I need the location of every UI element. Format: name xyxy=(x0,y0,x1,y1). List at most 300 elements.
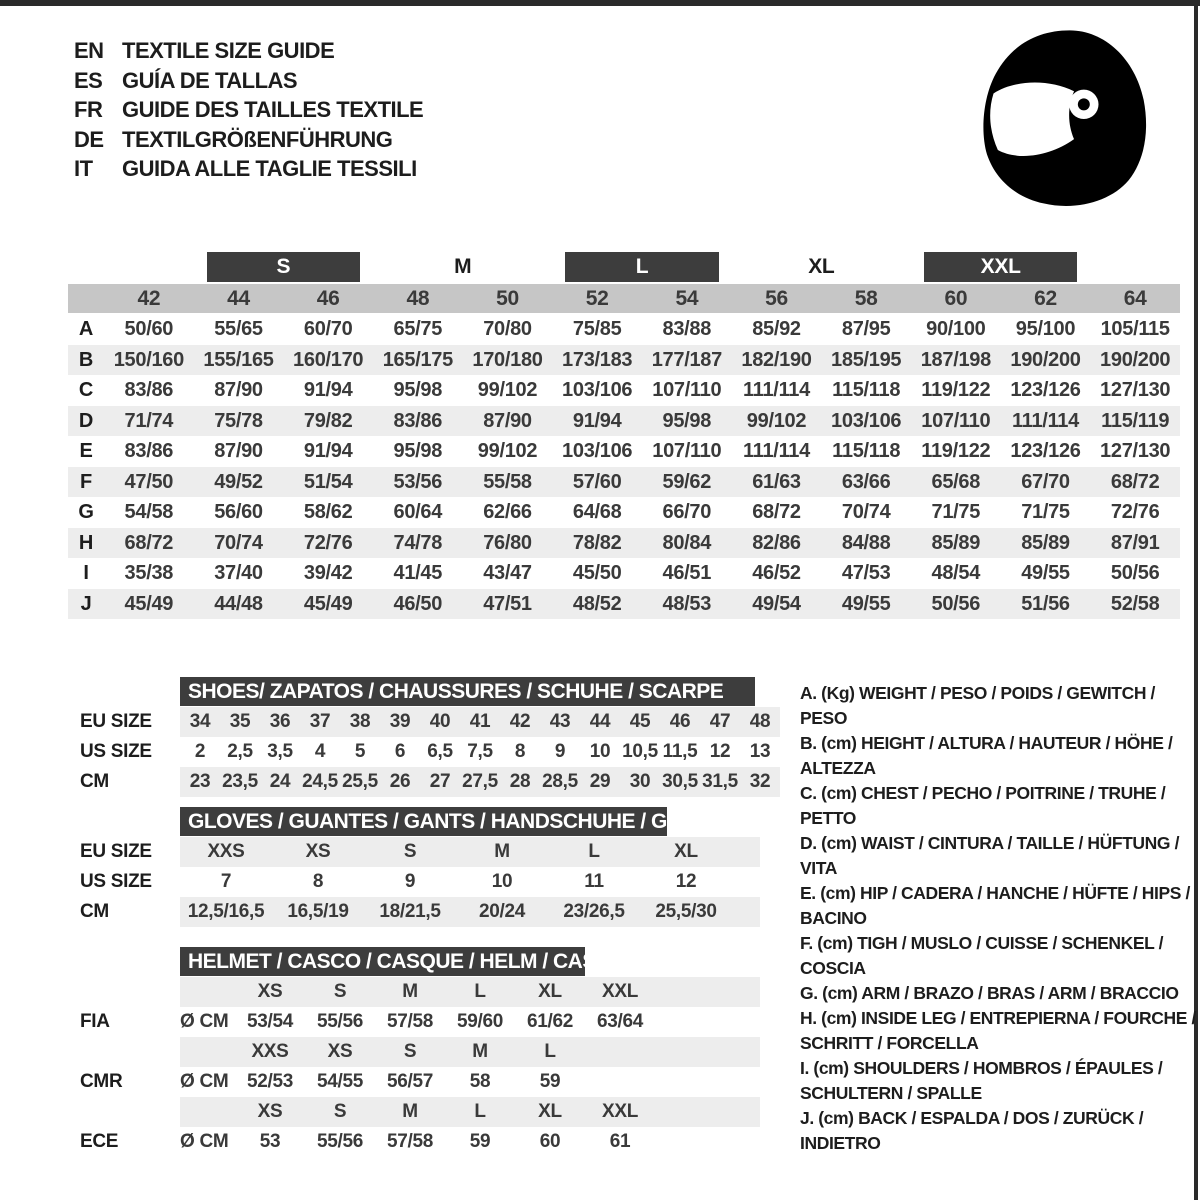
table-cell: 43/47 xyxy=(483,562,532,584)
table-cell: 65/75 xyxy=(393,318,443,340)
helmet-cell: 57/58 xyxy=(386,1131,434,1152)
language-code: EN xyxy=(74,38,104,63)
helmet-values-row xyxy=(80,1067,760,1097)
row-label: H xyxy=(78,531,94,554)
table-row xyxy=(68,375,1180,406)
shoes-table xyxy=(80,707,780,797)
gloves-section-title: GLOVES / GUANTES / GANTS / HANDSCHUHE / GUANTI xyxy=(180,807,667,836)
column-header: 48 xyxy=(406,287,430,310)
language-code: FR xyxy=(74,97,103,122)
language-title: GUÍA DE TALLAS xyxy=(122,67,298,93)
table-cell: 50/56 xyxy=(1110,562,1160,584)
gloves-row-label: CM xyxy=(80,901,109,922)
helmet-cell: 63/64 xyxy=(596,1011,644,1032)
table-cell: 55/58 xyxy=(483,470,532,493)
shoes-section-title: SHOES/ ZAPATOS / CHAUSSURES / SCHUHE / SCARPE xyxy=(180,677,755,706)
shoes-cell: 30,5 xyxy=(662,771,698,792)
row-label: F xyxy=(80,470,92,493)
row-label: A xyxy=(78,318,94,340)
legend-item: F. (cm) TIGH / MUSLO / CUISSE / SCHENKEL / COSCIA xyxy=(800,933,1164,978)
table-cell: 107/110 xyxy=(652,440,722,462)
helmet-values-row xyxy=(80,1007,760,1037)
helmet-standard xyxy=(80,1037,760,1097)
gloves-cell: 16,5/19 xyxy=(287,901,349,922)
helmet-size-header: XS xyxy=(327,1041,353,1062)
shoes-row xyxy=(80,767,780,797)
table-cell: 182/190 xyxy=(741,348,812,371)
row-label: D xyxy=(78,409,94,432)
language-row xyxy=(74,154,423,184)
row-label: I xyxy=(83,562,89,584)
helmet-size-header: L xyxy=(474,1101,486,1122)
top-border xyxy=(0,0,1200,6)
table-cell: 83/86 xyxy=(124,440,174,462)
helmet-size-header: XXS xyxy=(251,1041,289,1062)
gloves-cell: XL xyxy=(674,841,698,862)
table-cell: 105/115 xyxy=(1100,318,1170,340)
row-label: B xyxy=(78,348,94,371)
legend-item: J. (cm) BACK / ESPALDA / DOS / ZURÜCK / INDIETRO xyxy=(800,1108,1144,1153)
table-cell: 47/50 xyxy=(124,470,174,493)
table-cell: 52/58 xyxy=(1110,592,1160,615)
helmet-size-header: M xyxy=(472,1041,488,1062)
table-cell: 70/74 xyxy=(214,531,263,554)
helmet-unit-label: Ø CM xyxy=(180,1071,229,1092)
gloves-row-values xyxy=(180,897,760,927)
table-row xyxy=(68,497,1180,528)
size-label-row xyxy=(68,252,1180,282)
helmet-cell: 60 xyxy=(539,1131,561,1152)
gloves-cell: XS xyxy=(305,841,331,862)
shoes-cell: 36 xyxy=(269,711,291,732)
shoes-cell: 28 xyxy=(509,771,531,792)
language-title: GUIDE DES TAILLES TEXTILE xyxy=(122,97,424,122)
table-cell: 68/72 xyxy=(1110,470,1160,493)
table-cell: 80/84 xyxy=(662,531,712,554)
shoes-cell: 7,5 xyxy=(467,741,493,762)
helmet-standard xyxy=(80,1097,760,1157)
gloves-cell: 25,5/30 xyxy=(655,901,717,922)
table-cell: 49/54 xyxy=(752,592,801,615)
helmet-cell: 55/56 xyxy=(316,1011,364,1032)
shoes-cell: 40 xyxy=(429,711,451,732)
shoes-cell: 10 xyxy=(589,741,611,762)
column-header: 44 xyxy=(227,287,250,310)
shoes-cell: 39 xyxy=(389,711,411,732)
table-cell: 65/68 xyxy=(931,470,981,493)
shoes-cell: 24,5 xyxy=(302,771,338,792)
helmet-table xyxy=(80,977,760,1157)
shoes-cell: 12 xyxy=(709,741,731,762)
shoes-cell: 25,5 xyxy=(342,771,378,792)
table-cell: 60/70 xyxy=(303,318,353,340)
table-cell: 62/66 xyxy=(483,501,532,523)
table-cell: 170/180 xyxy=(472,348,543,371)
shoes-cell: 27 xyxy=(429,771,451,792)
shoes-cell: 45 xyxy=(629,711,651,732)
shoes-row-label: US SIZE xyxy=(80,741,152,762)
language-row xyxy=(74,95,423,125)
helmet-size-spacer xyxy=(180,977,235,1007)
language-row xyxy=(74,125,423,155)
helmet-cell: 54/55 xyxy=(316,1071,364,1092)
gloves-cell: 11 xyxy=(584,871,604,892)
shoes-cell: 9 xyxy=(554,741,566,762)
table-cell: 103/106 xyxy=(562,440,633,462)
table-cell: 49/55 xyxy=(1021,562,1070,584)
shoes-cell: 5 xyxy=(354,741,366,762)
helmet-size-header: S xyxy=(333,981,347,1002)
gloves-cell: 18/21,5 xyxy=(379,901,441,922)
table-cell: 83/88 xyxy=(662,318,712,340)
gloves-row xyxy=(80,897,760,927)
column-header: 58 xyxy=(854,287,878,310)
helmet-unit-label: Ø CM xyxy=(180,1131,229,1152)
table-cell: 119/122 xyxy=(921,379,991,401)
column-header-row xyxy=(68,284,1180,313)
helmet-standard-label: CMR xyxy=(80,1071,123,1092)
table-cell: 90/100 xyxy=(926,318,986,340)
table-row xyxy=(68,345,1180,376)
table-cell: 59/62 xyxy=(662,470,712,493)
helmet-cell: 61/62 xyxy=(526,1011,574,1032)
table-cell: 51/54 xyxy=(303,470,353,493)
table-cell: 111/114 xyxy=(743,440,810,462)
legend-item: I. (cm) SHOULDERS / HOMBROS / ÉPAULES / SCHULTERN / SPALLE xyxy=(800,1058,1163,1103)
language-code: ES xyxy=(74,67,103,93)
gloves-cell: 10 xyxy=(491,871,513,892)
shoes-cell: 8 xyxy=(514,741,526,762)
shoes-cell: 38 xyxy=(349,711,371,732)
table-cell: 71/75 xyxy=(1021,501,1070,523)
table-cell: 150/160 xyxy=(113,348,184,371)
table-cell: 87/90 xyxy=(214,379,263,401)
table-cell: 103/106 xyxy=(562,379,633,401)
gloves-cell: 8 xyxy=(312,871,324,892)
helmet-cell: 55/56 xyxy=(316,1131,364,1152)
shoes-cell: 27,5 xyxy=(462,771,498,792)
table-cell: 53/56 xyxy=(393,470,443,493)
table-cell: 127/130 xyxy=(1100,440,1171,462)
shoes-cell: 4 xyxy=(314,741,326,762)
language-title: TEXTILGRÖßENFÜHRUNG xyxy=(122,126,393,152)
column-header: 46 xyxy=(316,287,340,310)
measurement-legend xyxy=(800,681,1200,1156)
table-cell: 54/58 xyxy=(124,501,174,523)
table-cell: 64/68 xyxy=(572,501,622,523)
table-cell: 58/62 xyxy=(303,501,353,523)
table-row xyxy=(68,558,1180,589)
gloves-cell: M xyxy=(494,841,510,862)
helmet-size-header: M xyxy=(402,1101,418,1122)
helmet-unit-label: Ø CM xyxy=(180,1011,229,1032)
table-cell: 39/42 xyxy=(303,562,353,584)
shoes-cell: 10,5 xyxy=(622,741,658,762)
table-cell: 95/100 xyxy=(1015,318,1076,340)
table-row xyxy=(68,436,1180,467)
helmet-section-title: HELMET / CASCO / CASQUE / HELM / CASCO xyxy=(180,947,585,976)
gloves-cell: 12,5/16,5 xyxy=(187,901,265,922)
helmet-size-header-row xyxy=(180,1037,760,1067)
helmet-size-header: S xyxy=(333,1101,347,1122)
table-cell: 41/45 xyxy=(393,562,443,584)
table-cell: 85/89 xyxy=(1021,531,1070,554)
table-cell: 87/91 xyxy=(1110,531,1160,554)
table-cell: 66/70 xyxy=(662,501,712,523)
table-cell: 85/89 xyxy=(931,531,981,554)
gloves-cell: 20/24 xyxy=(478,901,526,922)
column-header: 50 xyxy=(496,287,519,310)
table-cell: 87/90 xyxy=(214,440,263,462)
racing-helmet-icon xyxy=(975,26,1160,211)
shoes-row-values xyxy=(180,707,780,737)
size-label-xl: XL xyxy=(808,255,835,278)
table-cell: 56/60 xyxy=(214,501,263,523)
row-label: G xyxy=(78,501,94,523)
shoes-cell: 46 xyxy=(669,711,691,732)
table-row xyxy=(68,528,1180,559)
helmet-cell: 59 xyxy=(539,1071,561,1092)
shoes-cell: 31,5 xyxy=(702,771,738,792)
table-cell: 119/122 xyxy=(921,440,991,462)
shoes-cell: 32 xyxy=(749,771,771,792)
table-cell: 79/82 xyxy=(303,409,353,432)
helmet-size-header: XL xyxy=(538,1101,562,1122)
shoes-cell: 23 xyxy=(189,771,211,792)
gloves-cell: L xyxy=(588,841,600,862)
row-label: E xyxy=(79,440,93,462)
table-body xyxy=(68,314,1180,619)
helmet-cell: 52/53 xyxy=(246,1071,294,1092)
table-cell: 70/74 xyxy=(841,501,891,523)
language-title: GUIDA ALLE TAGLIE TESSILI xyxy=(122,156,417,181)
gloves-cell: 12 xyxy=(675,871,697,892)
table-cell: 76/80 xyxy=(483,531,532,554)
table-cell: 87/95 xyxy=(841,318,891,340)
shoes-cell: 6 xyxy=(394,741,406,762)
table-cell: 83/86 xyxy=(393,409,443,432)
helmet-size-header: L xyxy=(544,1041,556,1062)
size-label-m: M xyxy=(454,255,472,278)
legend-item: D. (cm) WAIST / CINTURA / TAILLE / HÜFTUNG / VITA xyxy=(800,833,1180,878)
table-cell: 91/94 xyxy=(572,409,622,432)
gloves-cell: XXS xyxy=(207,841,245,862)
table-cell: 99/102 xyxy=(477,379,538,401)
table-cell: 85/92 xyxy=(752,318,801,340)
shoes-cell: 35 xyxy=(229,711,251,732)
language-row xyxy=(74,36,423,66)
table-cell: 83/86 xyxy=(124,379,174,401)
shoes-cell: 13 xyxy=(749,741,771,762)
helmet-cell: 53/54 xyxy=(246,1011,294,1032)
corner-spacer xyxy=(68,284,104,313)
shoes-cell: 37 xyxy=(309,711,331,732)
gloves-table xyxy=(80,837,760,927)
table-cell: 123/126 xyxy=(1010,440,1081,462)
table-cell: 107/110 xyxy=(921,409,991,432)
table-cell: 72/76 xyxy=(303,531,353,554)
table-row xyxy=(68,589,1180,620)
shoes-cell: 29 xyxy=(589,771,611,792)
shoes-cell: 24 xyxy=(269,771,291,792)
language-code: DE xyxy=(74,126,104,152)
gloves-row-values xyxy=(180,867,760,897)
table-cell: 51/56 xyxy=(1021,592,1070,615)
shoes-cell: 41 xyxy=(469,711,491,732)
table-cell: 165/175 xyxy=(382,348,453,371)
gloves-row-label: US SIZE xyxy=(80,871,152,892)
column-header: 60 xyxy=(944,287,968,310)
table-cell: 111/114 xyxy=(1012,409,1079,432)
legend-item: C. (cm) CHEST / PECHO / POITRINE / TRUHE / PETTO xyxy=(800,783,1166,828)
table-cell: 49/52 xyxy=(214,470,263,493)
helmet-size-header: XL xyxy=(538,981,562,1002)
shoes-row-values xyxy=(180,737,780,767)
shoes-row xyxy=(80,737,780,767)
table-cell: 75/78 xyxy=(214,409,263,432)
gloves-row xyxy=(80,837,760,867)
shoes-cell: 43 xyxy=(549,711,571,732)
table-cell: 99/102 xyxy=(746,409,807,432)
table-cell: 49/55 xyxy=(841,592,891,615)
shoes-cell: 48 xyxy=(749,711,771,732)
table-cell: 35/38 xyxy=(124,562,174,584)
helmet-cell: 61 xyxy=(609,1131,631,1152)
helmet-size-header: XXL xyxy=(601,1101,639,1122)
table-cell: 107/110 xyxy=(652,379,722,401)
helmet-size-header: XXL xyxy=(601,981,639,1002)
table-cell: 47/51 xyxy=(483,592,532,615)
language-code: IT xyxy=(74,156,93,181)
table-cell: 177/187 xyxy=(651,348,722,371)
table-cell: 57/60 xyxy=(572,470,622,493)
table-cell: 190/200 xyxy=(1010,348,1081,371)
table-cell: 75/85 xyxy=(572,318,622,340)
helmet-cell: 57/58 xyxy=(386,1011,434,1032)
helmet-size-header-row xyxy=(180,977,760,1007)
table-cell: 55/65 xyxy=(214,318,263,340)
helmet-cell: 59/60 xyxy=(456,1011,504,1032)
table-cell: 72/76 xyxy=(1110,501,1160,523)
gloves-cell: 7 xyxy=(220,871,232,892)
column-header: 62 xyxy=(1034,287,1057,310)
size-label-xxl: XXL xyxy=(924,252,1077,282)
table-cell: 87/90 xyxy=(483,409,532,432)
helmet-cell: 53 xyxy=(259,1131,281,1152)
size-label-l: L xyxy=(565,252,718,282)
helmet-size-header: XS xyxy=(257,1101,283,1122)
shoes-cell: 3,5 xyxy=(267,741,293,762)
shoes-cell: 34 xyxy=(189,711,211,732)
shoes-row-values xyxy=(180,767,780,797)
table-cell: 68/72 xyxy=(124,531,174,554)
shoes-cell: 42 xyxy=(509,711,531,732)
table-cell: 173/183 xyxy=(562,348,633,371)
helmet-size-header: XS xyxy=(257,981,283,1002)
column-header: 64 xyxy=(1123,287,1147,310)
helmet-cell: 58 xyxy=(469,1071,491,1092)
shoes-cell: 47 xyxy=(709,711,731,732)
language-title: TEXTILE SIZE GUIDE xyxy=(122,38,335,63)
table-cell: 44/48 xyxy=(214,592,263,615)
table-cell: 37/40 xyxy=(214,562,263,584)
language-row xyxy=(74,66,423,96)
table-cell: 46/52 xyxy=(752,562,801,584)
table-cell: 50/56 xyxy=(931,592,981,615)
shoes-cell: 11,5 xyxy=(662,741,698,762)
helmet-cell: 56/57 xyxy=(386,1071,434,1092)
table-cell: 91/94 xyxy=(303,379,353,401)
legend-item: B. (cm) HEIGHT / ALTURA / HAUTEUR / HÖHE / ALTEZZA xyxy=(800,733,1173,778)
table-cell: 70/80 xyxy=(483,318,532,340)
table-row xyxy=(68,314,1180,345)
legend-item: E. (cm) HIP / CADERA / HANCHE / HÜFTE / HIPS / BACINO xyxy=(800,883,1190,928)
table-cell: 48/53 xyxy=(662,592,712,615)
row-label: J xyxy=(80,592,92,615)
table-cell: 95/98 xyxy=(662,409,712,432)
helmet-standard-label: FIA xyxy=(80,1011,110,1032)
table-cell: 103/106 xyxy=(831,409,902,432)
helmet-values-row xyxy=(80,1127,760,1157)
table-row xyxy=(68,467,1180,498)
shoes-cell: 44 xyxy=(589,711,611,732)
gloves-cell: 23/26,5 xyxy=(563,901,625,922)
table-cell: 48/54 xyxy=(931,562,981,584)
column-header: 52 xyxy=(585,287,609,310)
gloves-row-values xyxy=(180,837,760,867)
table-cell: 61/63 xyxy=(752,470,801,493)
column-header: 42 xyxy=(137,287,161,310)
table-cell: 63/66 xyxy=(841,470,891,493)
legend-item: A. (Kg) WEIGHT / PESO / POIDS / GEWITCH / PESO xyxy=(800,683,1155,728)
legend-item: G. (cm) ARM / BRAZO / BRAS / ARM / BRACCIO xyxy=(800,983,1179,1003)
table-cell: 95/98 xyxy=(393,440,443,462)
table-cell: 68/72 xyxy=(752,501,801,523)
table-cell: 111/114 xyxy=(743,379,810,401)
table-cell: 82/86 xyxy=(752,531,801,554)
legend-item: H. (cm) INSIDE LEG / ENTREPIERNA / FOURCHE / SCHRITT / FORCELLA xyxy=(800,1008,1196,1053)
table-cell: 115/118 xyxy=(832,440,901,462)
table-cell: 50/60 xyxy=(124,318,174,340)
helmet-size-spacer xyxy=(180,1097,235,1127)
gloves-cell: S xyxy=(403,841,417,862)
table-cell: 185/195 xyxy=(831,348,902,371)
table-cell: 115/119 xyxy=(1101,409,1170,432)
helmet-size-header: S xyxy=(403,1041,417,1062)
table-cell: 46/50 xyxy=(393,592,443,615)
helmet-standard-label: ECE xyxy=(80,1131,119,1152)
shoes-cell: 28,5 xyxy=(542,771,578,792)
table-cell: 45/49 xyxy=(124,592,174,615)
shoes-cell: 26 xyxy=(389,771,411,792)
gloves-row xyxy=(80,867,760,897)
table-cell: 47/53 xyxy=(841,562,891,584)
table-cell: 115/118 xyxy=(832,379,901,401)
table-cell: 67/70 xyxy=(1021,470,1070,493)
shoes-cell: 6,5 xyxy=(427,741,453,762)
table-cell: 190/200 xyxy=(1100,348,1171,371)
textile-size-table xyxy=(68,252,1180,619)
table-cell: 60/64 xyxy=(393,501,443,523)
table-row xyxy=(68,406,1180,437)
table-cell: 45/50 xyxy=(572,562,622,584)
table-cell: 71/75 xyxy=(931,501,981,523)
helmet-size-header: M xyxy=(402,981,418,1002)
table-cell: 48/52 xyxy=(572,592,622,615)
shoes-row xyxy=(80,707,780,737)
shoes-cell: 23,5 xyxy=(222,771,258,792)
table-cell: 91/94 xyxy=(303,440,353,462)
